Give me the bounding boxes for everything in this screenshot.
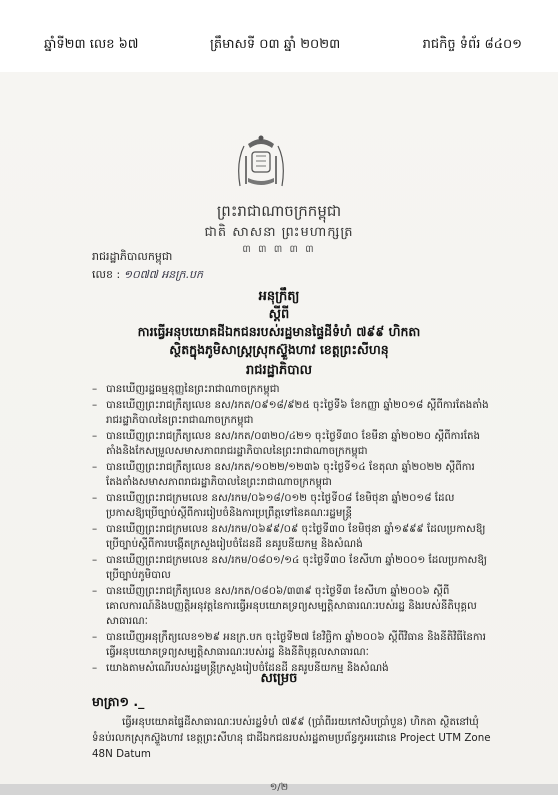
legal-basis-item: – បានឃើញព្រះរាជក្រមលេខ នស/រកម/០៦៩៩/០៩ ចុះថ្ងៃទី៣០ ខែមិថុនា ឆ្នាំ១៩៩៩ ដែលប្រកាសឱ្យប្រើច្បាប់ស្តីពីការបង្កើតក្រសួងរៀបចំដែនដី នគរូបនីយកម្ម និងសំណង់ [92, 522, 492, 552]
document-title-line-1: ការធ្វើអនុបយោគដីឯកជនរបស់រដ្ឋមានផ្ទៃដីទំហំ ៧៩៩ ហិកតា [137, 324, 421, 339]
legal-basis-item: – បានឃើញព្រះរាជក្រឹត្យលេខ នស/រកត/០៣២០/៤២១ ចុះថ្ងៃទី៣០ ខែមីនា ឆ្នាំ២០២០ ស្តីពីការតែងតាំងនិងកែសម្រួលសមាសភាពរាជរដ្ឋាភិបាលនៃព្រះរាជាណាចក្រកម្ពុជា [92, 429, 492, 459]
government-heading: រាជរដ្ឋាភិបាល [245, 363, 312, 378]
legal-basis-item: – បានឃើញព្រះរាជក្រឹត្យលេខ នស/រកត/០៩១៨/៩២៥ ចុះថ្ងៃទី៦ ខែកញ្ញា ឆ្នាំ២០១៨ ស្តីពីការតែងតាំងរាជរដ្ឋាភិបាលនៃព្រះរាជាណាចក្រកម្ពុជា [92, 398, 492, 428]
legal-basis-item: – បានឃើញព្រះរាជក្រឹត្យលេខ នស/រកត/១០២២/១២៣៦ ចុះថ្ងៃទី១៤ ខែតុលា ឆ្នាំ២០២២ ស្តីពីការតែងតាំងសមាសភាពរាជរដ្ឋាភិបាលនៃព្រះរាជាណាចក្រកម្ពុជា [92, 460, 492, 490]
legal-basis-item: – យោងតាមសំណើរបស់រដ្ឋមន្ត្រីក្រសួងរៀបចំដែនដី នគរូបនីយកម្ម និងសំណង់ [92, 661, 492, 676]
decision-heading: សម្រេច [260, 671, 298, 686]
article-heading: មាត្រា១ ._ [92, 694, 145, 709]
legal-basis-item: – បានឃើញអនុក្រឹត្យលេខ១២៩ អនក្រ.បក ចុះថ្ងៃទី២៧ ខែវិច្ឆិកា ឆ្នាំ២០០៦ ស្តីពីវិធាន និងនីតិវិធីនៃការធ្វើអនុបយោគទ្រព្យសម្បត្តិសាធារណៈរបស់រដ្ឋ និងនីតិបុគ្គលសាធារណៈ [92, 630, 492, 660]
gazette-year-issue: ឆ្នាំទី២៣ លេខ ៦៧ [44, 37, 139, 52]
document-about: ស្តីពី [268, 307, 290, 322]
legal-basis-item: – បានឃើញរដ្ឋធម្មនុញ្ញនៃព្រះរាជាណាចក្រកម្ពុជា [92, 382, 492, 397]
gazette-page-number: រាជកិច្ច ទំព័រ ៨៤០១ [422, 37, 522, 52]
article-body-text: ធ្វើអនុបយោគផ្ទៃដីសាធារណៈរបស់រដ្ឋទំហំ ៧៩៩ (ប្រាំពីររយកៅសិបប្រាំបួន) ហិកតា ស្ថិតនៅឃុំទំនប់រលកស្រុកស៊្ទួងហាវ ខេត្តព្រះសីហនុ ជាដីឯកជនរបស់រដ្ឋតាមប្រព័ន្ធកូអរដោនេ Project UTM Zone 48N Datum [92, 716, 491, 760]
national-motto: ជាតិ សាសនា ព្រះមហាក្សត្រ [204, 225, 354, 240]
royal-coat-of-arms-emblem [232, 132, 290, 192]
reference-number [92, 268, 203, 284]
legal-basis-list [92, 382, 492, 677]
gazette-header [0, 0, 558, 72]
document-type: អនុក្រឹត្យ [258, 289, 300, 304]
gazette-date: ត្រឹមាសទី ០៣ ឆ្នាំ ២០២៣ [210, 37, 341, 52]
reference-label: លេខ : [92, 268, 121, 281]
reference-value: ១០៧៧ អនក្រ.បក [123, 268, 203, 281]
legal-basis-item: – បានឃើញព្រះរាជក្រមលេខ នស/រកម/០៨០១/១៤ ចុះថ្ងៃទី៣០ ខែសីហា ឆ្នាំ២០០១ ដែលប្រកាសឱ្យប្រើច្បាប់ភូមិបាល [92, 553, 492, 583]
issuing-authority: រាជរដ្ឋាភិបាលកម្ពុជា [92, 250, 173, 263]
kingdom-name: ព្រះរាជាណាចក្រកម្ពុជា [216, 202, 342, 220]
scanned-document [0, 72, 558, 793]
motto-flourish: ៣ ៣ ៣ ៣ ៣ [242, 244, 316, 255]
legal-basis-item: – បានឃើញព្រះរាជក្រឹត្យលេខ នស/រកត/០៨០៦/៣៣៩ ចុះថ្ងៃទី៣ ខែសីហា ឆ្នាំ២០០៦ ស្តីពីគោលការណ៍និងបញ្ញត្តិអនុវត្តនៃការធ្វើអនុបយោគទ្រព្យសម្បត្តិសាធារណៈរបស់រដ្ឋ និងរបស់នីតិបុគ្គលសាធារណៈ [92, 584, 492, 629]
document-page-number: ១/២ [269, 782, 289, 793]
legal-basis-item: – បានឃើញព្រះរាជក្រមលេខ នស/រកម/០៦១៨/០១២ ចុះថ្ងៃទី០៨ ខែមិថុនា ឆ្នាំ២០១៨ ដែលប្រកាសឱ្យប្រើច្បាប់ស្តីពីការរៀបចំនិងការប្រព្រឹត្តទៅនៃគណៈរដ្ឋមន្ត្រី [92, 491, 492, 521]
document-title-line-2: ស្ថិតក្នុងភូមិសាស្ត្រស្រុកស៊្ទួងហាវ ខេត្តព្រះសីហនុ [169, 342, 389, 357]
